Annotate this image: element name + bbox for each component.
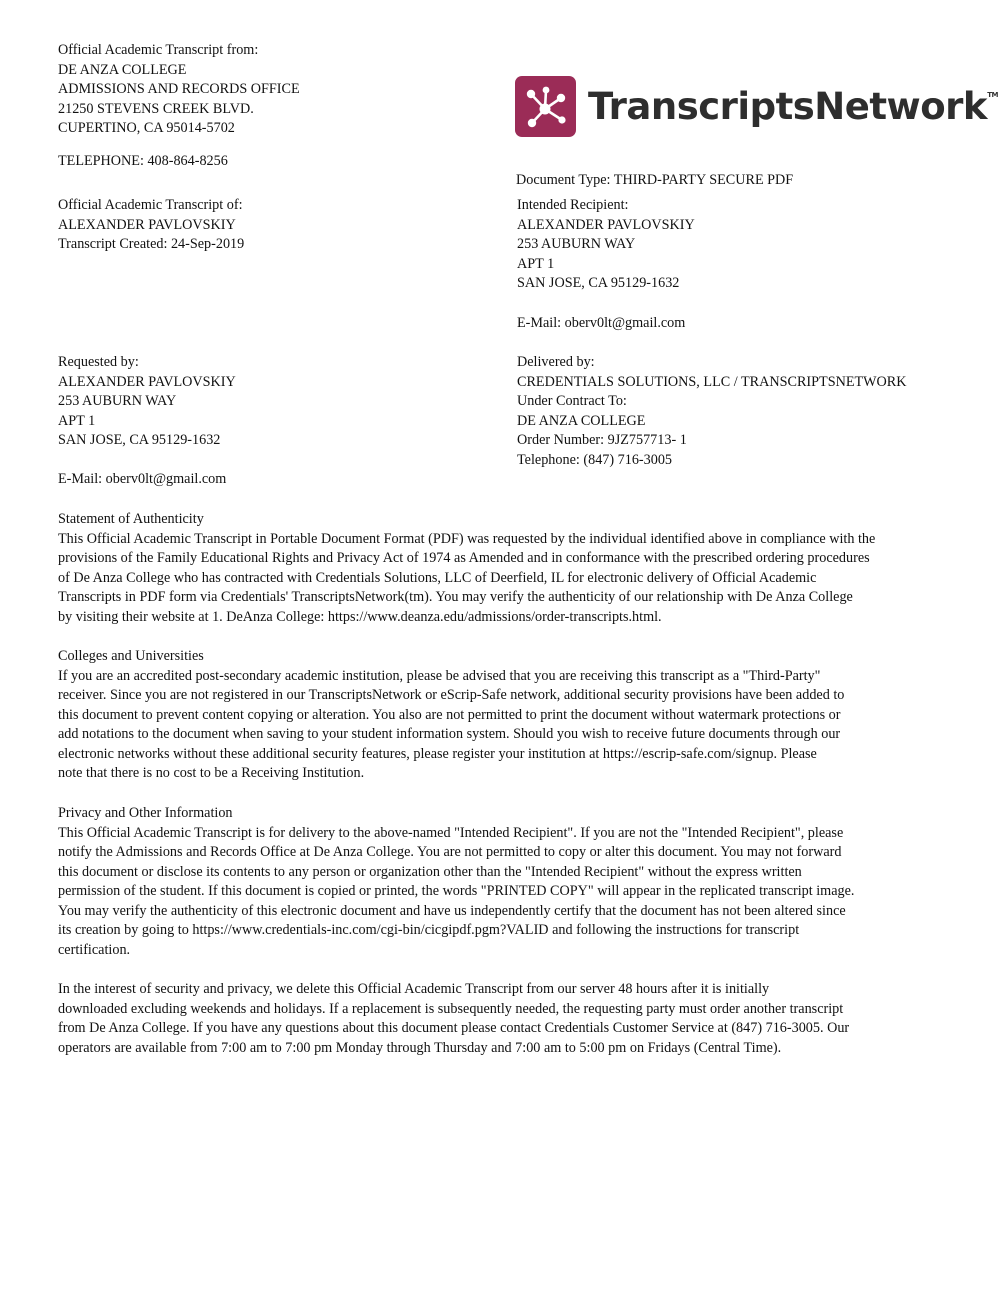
paragraph-line: receiver. Since you are not registered in our TranscriptsNetwork or eScrip-Safe network, additional security provisions have been added to: [58, 687, 845, 703]
sender-line: ADMISSIONS AND RECORDS OFFICE: [58, 81, 300, 97]
recipient-line: ALEXANDER PAVLOVSKIY: [517, 216, 695, 233]
telephone-text: TELEPHONE: 408-864-8256: [58, 153, 228, 169]
document-type: [516, 171, 793, 191]
intended-recipient: [517, 196, 695, 294]
requester-line: ALEXANDER PAVLOVSKIY: [58, 373, 236, 390]
recipient-line: APT 1: [517, 255, 555, 272]
paragraph-line: provisions of the Family Educational Rights and Privacy Act of 1974 as Amended and in conformance with the prescribed ordering procedures: [58, 550, 870, 566]
logo-wordmark: [588, 85, 999, 128]
retention-notice: [58, 980, 849, 1058]
paragraph-line: its creation by going to https://www.credentials-inc.com/cgi-bin/cicgipdf.pgm?VALID and following the instructions for transcript: [58, 922, 800, 938]
paragraph-line: this document or disclose its contents to any person or organization other than the "Intended Recipient" without the express written: [58, 863, 802, 880]
delivery-telephone: Telephone: (847) 716-3005: [517, 451, 673, 468]
order-number: Order Number: 9JZ757713- 1: [517, 432, 687, 448]
delivery-line: CREDENTIALS SOLUTIONS, LLC / TRANSCRIPTSNETWORK: [517, 373, 907, 390]
transcript-created-date: Transcript Created: 24-Sep-2019: [58, 236, 245, 252]
paragraph-line: from De Anza College. If you have any questions about this document please contact Credentials Customer Service at (847) 716-3005. Our: [58, 1020, 850, 1036]
delivered-by: [517, 353, 907, 470]
transcript-of-heading: Official Academic Transcript of:: [58, 197, 243, 213]
paragraph-line: certification.: [58, 941, 131, 958]
section-heading: Statement of Authenticity: [58, 511, 204, 527]
paragraph-line: You may verify the authenticity of this electronic document and have us independently certify that the document has not been altered since: [58, 902, 846, 919]
colleges-and-universities: [58, 647, 844, 784]
paragraph-line: If you are an accredited post-secondary academic institution, please be advised that you are receiving this transcript as a "Third-Party": [58, 667, 821, 684]
requester-line: SAN JOSE, CA 95129-1632: [58, 432, 221, 448]
delivery-line: Under Contract To:: [517, 393, 627, 409]
recipient-email: [517, 314, 685, 334]
recipient-email-text: E-Mail: oberv0lt@gmail.com: [517, 315, 686, 331]
recipient-line: SAN JOSE, CA 95129-1632: [517, 275, 680, 291]
transcript-subject: [58, 196, 244, 255]
recipient-heading: Intended Recipient:: [517, 197, 629, 213]
sender-line: CUPERTINO, CA 95014-5702: [58, 120, 235, 136]
paragraph-line: operators are available from 7:00 am to 7:00 pm Monday through Thursday and 7:00 am to 5:00 pm on Fridays (Central Time).: [58, 1039, 782, 1056]
paragraph-line: notify the Admissions and Records Office at De Anza College. You are not permitted to copy or alter this document. You may not forward: [58, 844, 842, 860]
recipient-line: 253 AUBURN WAY: [517, 236, 636, 252]
student-name: ALEXANDER PAVLOVSKIY: [58, 216, 236, 233]
statement-of-authenticity: [58, 510, 875, 627]
requested-by-heading: Requested by:: [58, 354, 139, 370]
requester-email: [58, 470, 226, 490]
section-heading: Privacy and Other Information: [58, 805, 233, 821]
paragraph-line: Transcripts in PDF form via Credentials' TranscriptsNetwork(tm). You may verify the authenticity of our relationship with De Anza College: [58, 589, 853, 605]
network-icon: [515, 76, 576, 137]
delivered-by-heading: Delivered by:: [517, 354, 595, 370]
sender-heading: Official Academic Transcript from:: [58, 42, 259, 58]
sender-line: 21250 STEVENS CREEK BLVD.: [58, 100, 254, 117]
paragraph-line: downloaded excluding weekends and holidays. If a replacement is subsequently needed, the requesting party must order another transcript: [58, 1000, 844, 1017]
paragraph-line: This Official Academic Transcript is for delivery to the above-named "Intended Recipient". If you are not the "Intended Recipient", please: [58, 824, 844, 841]
paragraph-line: In the interest of security and privacy, we delete this Official Academic Transcript from our server 48 hours after it is initially: [58, 981, 770, 997]
logo-trademark: TM: [987, 91, 999, 99]
section-heading: Colleges and Universities: [58, 648, 204, 664]
delivery-line: DE ANZA COLLEGE: [517, 412, 646, 429]
document-type-text: Document Type: THIRD-PARTY SECURE PDF: [516, 172, 794, 188]
requester-line: APT 1: [58, 412, 96, 429]
paragraph-line: permission of the student. If this document is copied or printed, the words "PRINTED COPY" will appear in the replicated transcript image.: [58, 883, 855, 899]
paragraph-line: electronic networks without these additional security features, please register your institution at https://escrip-safe.com/signup. Please: [58, 745, 817, 762]
requester-email-text: E-Mail: oberv0lt@gmail.com: [58, 471, 227, 487]
paragraph-line: This Official Academic Transcript in Portable Document Format (PDF) was requested by the individual identified above in compliance with the: [58, 530, 876, 547]
paragraph-line: this document to prevent content copying or alteration. You also are not permitted to print the document without watermark protections or: [58, 706, 841, 723]
paragraph-line: of De Anza College who has contracted with Credentials Solutions, LLC of Deerfield, IL for electronic delivery of Official Academic: [58, 569, 817, 586]
requester-line: 253 AUBURN WAY: [58, 393, 177, 409]
paragraph-line: note that there is no cost to be a Receiving Institution.: [58, 765, 365, 781]
sender-address: [58, 41, 300, 139]
privacy-information: [58, 804, 854, 960]
logo-brand-text: TranscriptsNetwork: [588, 85, 988, 128]
sender-telephone: [58, 152, 228, 172]
sender-line: DE ANZA COLLEGE: [58, 61, 187, 78]
transcriptsnetwork-logo: [515, 76, 999, 137]
requested-by: [58, 353, 236, 451]
paragraph-line: by visiting their website at 1. DeAnza College: https://www.deanza.edu/admissions/order-transcripts.html.: [58, 608, 662, 625]
paragraph-line: add notations to the document when saving to your student information system. Should you wish to receive future documents through our: [58, 726, 841, 742]
